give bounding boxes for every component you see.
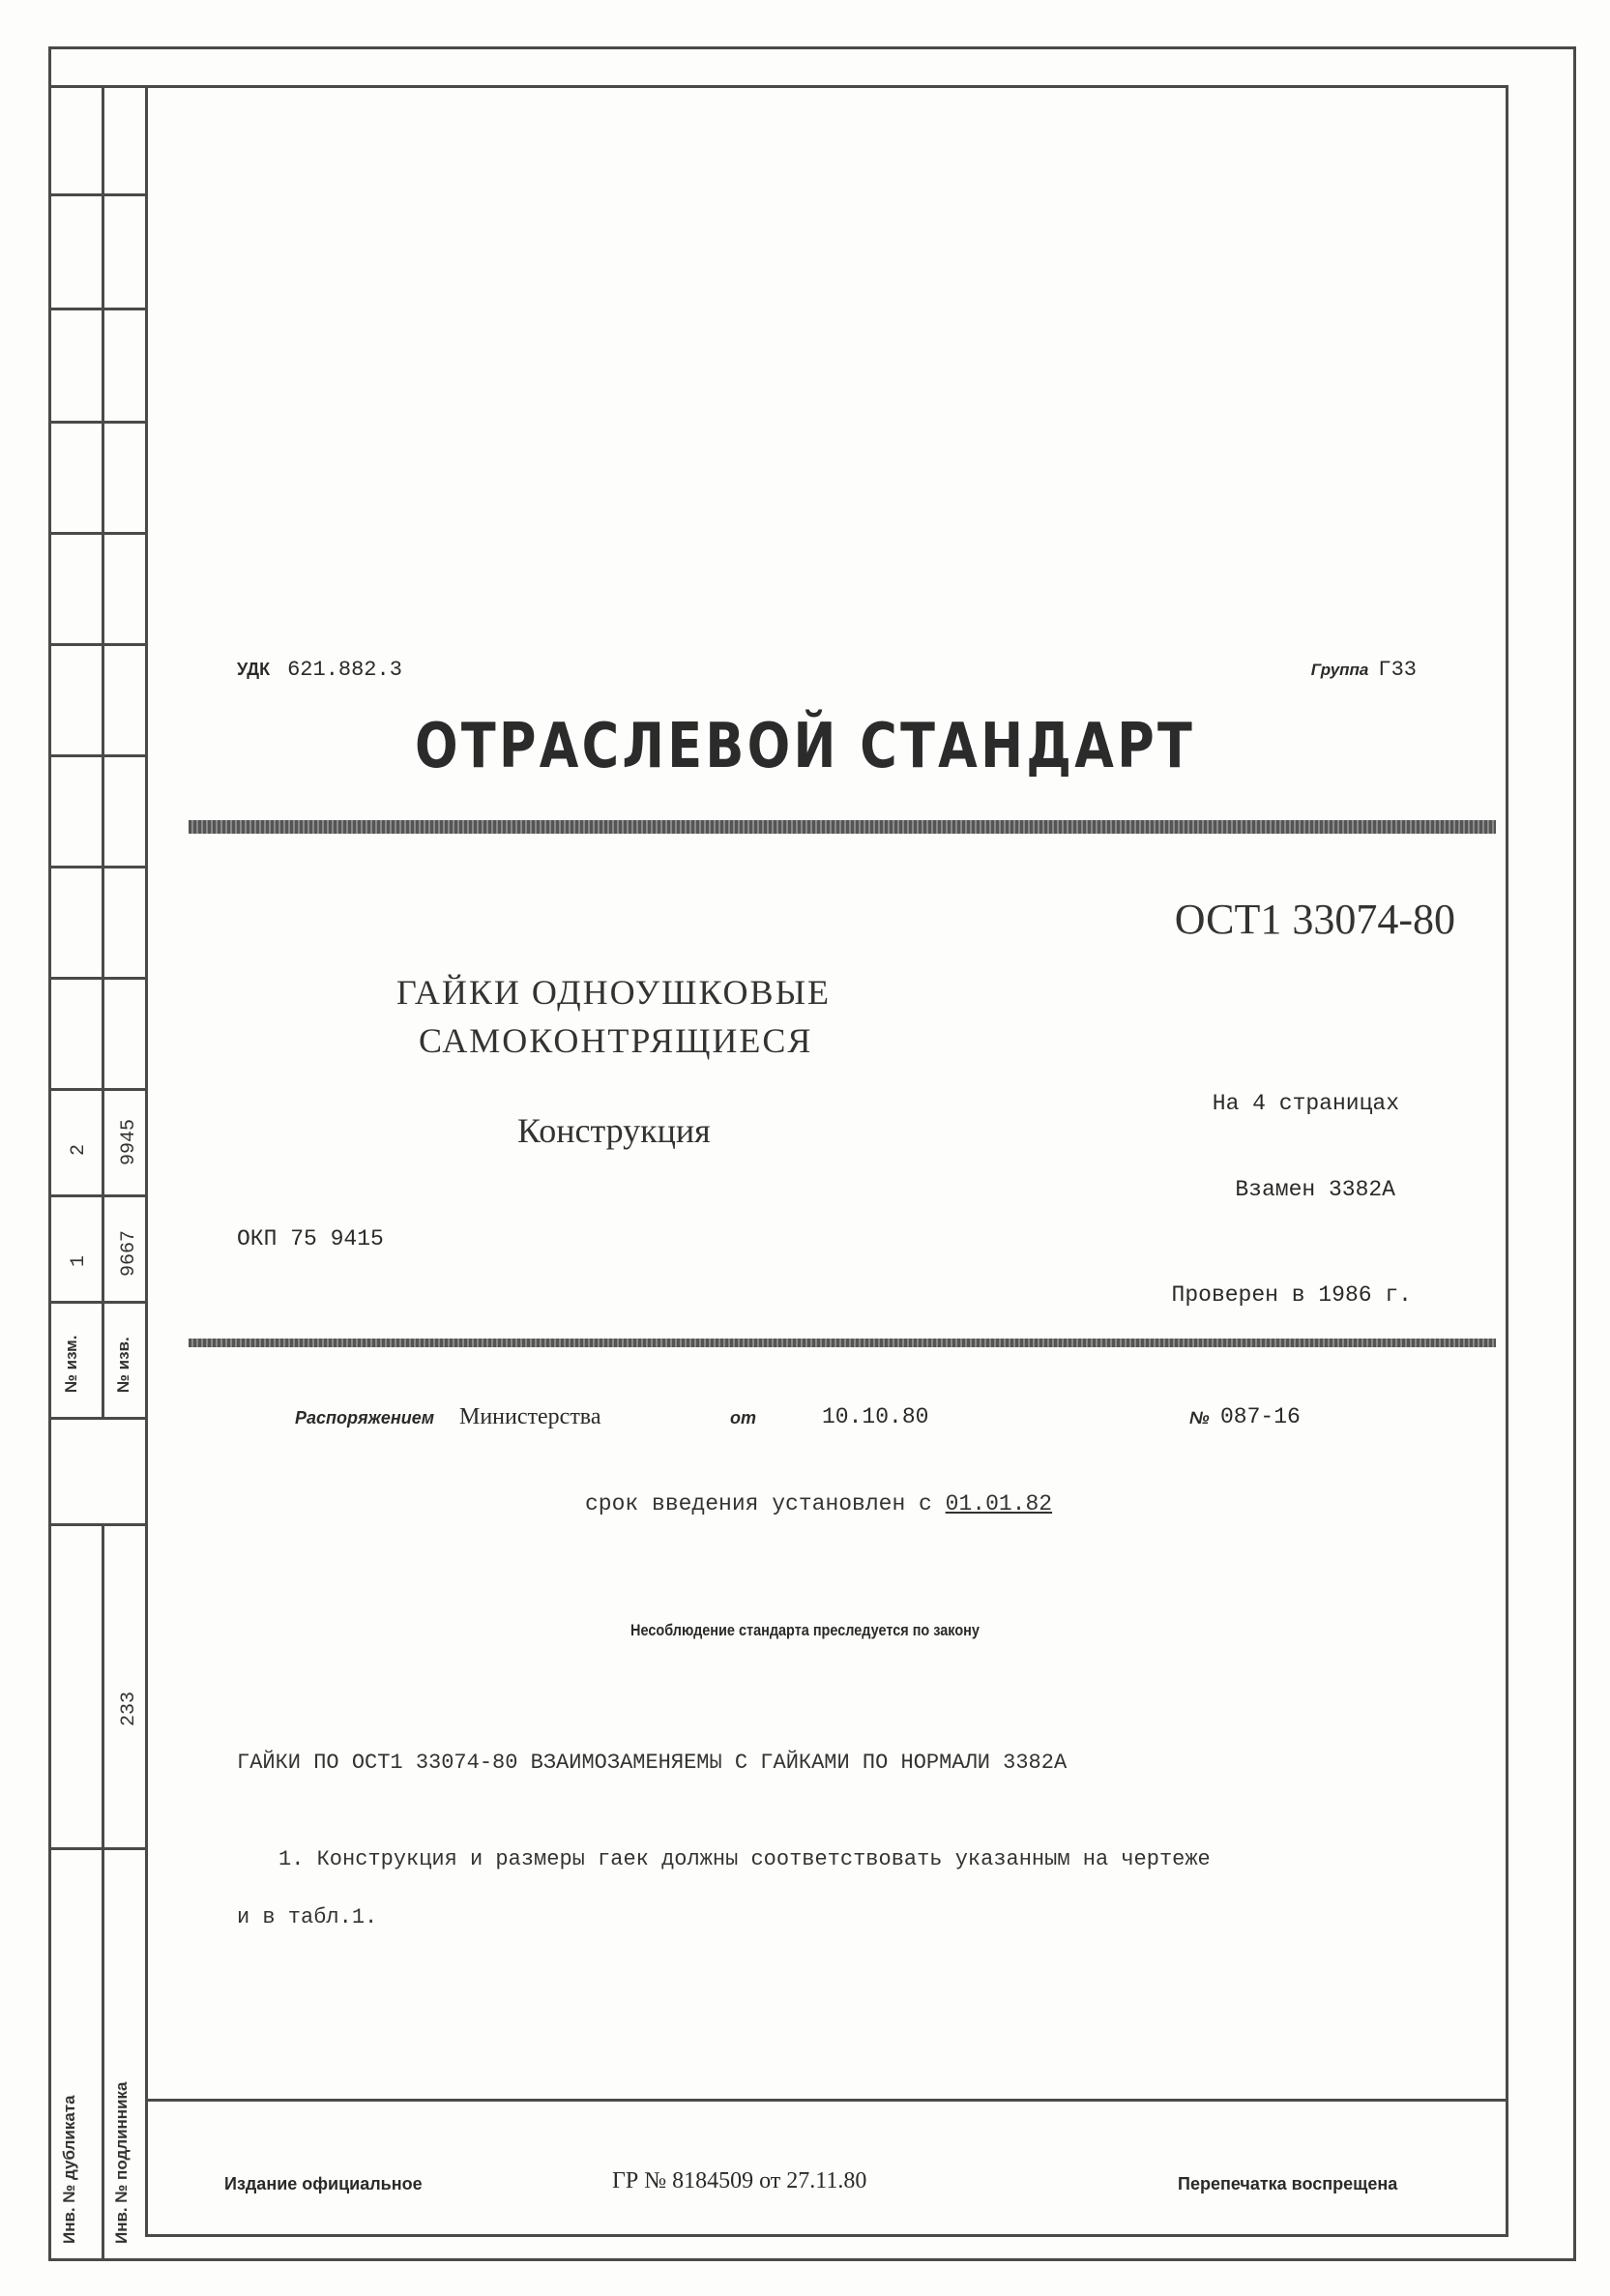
paragraph-1-line-2: и в табл.1.: [237, 1905, 378, 1929]
info-divider: [189, 1339, 1496, 1347]
standard-subtitle: Конструкция: [517, 1111, 711, 1150]
decree-label: Распоряжением: [295, 1408, 435, 1428]
decree-date: 10.10.80: [822, 1404, 929, 1429]
term-line: срок введения установлен с 01.01.82: [585, 1491, 1053, 1516]
paragraph-1-line-1: 1. Конструкция и размеры гаек должны соответствовать указанным на чертеже: [278, 1847, 1211, 1871]
notice-number-1: 9667: [118, 1229, 140, 1277]
decree-number-label: №: [1189, 1408, 1210, 1428]
page-count: На 4 страницах: [1212, 1091, 1399, 1116]
title-divider: [189, 820, 1496, 834]
footer-divider: [145, 2099, 1508, 2102]
replaces: Взамен 3382А: [1235, 1177, 1395, 1202]
decree-number: 087-16: [1220, 1404, 1301, 1429]
decree-from-label: от: [730, 1408, 756, 1428]
change-number-1: 1: [68, 1254, 90, 1267]
duplicate-inventory-label: Инв. № дубликата: [60, 2095, 78, 2244]
registration-number: 233: [118, 1691, 140, 1726]
change-number-2: 2: [68, 1143, 90, 1156]
standard-name-line1: ГАЙКИ ОДНОУШКОВЫЕ: [396, 973, 831, 1012]
decree-body: Министерства: [459, 1404, 601, 1429]
interchange-note: ГАЙКИ ПО ОСТ1 33074-80 ВЗАИМОЗАМЕНЯЕМЫ С ГАЙКАМИ ПО НОРМАЛИ 3382А: [237, 1751, 1068, 1775]
notice-number-2: 9945: [118, 1118, 140, 1165]
notice-number-label: № изв.: [114, 1337, 132, 1393]
official-edition: Издание официальное: [224, 2174, 423, 2193]
udk: УДК 621.882.3: [237, 658, 402, 682]
registration-info: ГР № 8184509 от 27.11.80: [612, 2168, 867, 2193]
page-title: ОТРАСЛЕВОЙ СТАНДАРТ: [414, 711, 1196, 782]
reprint-prohibited: Перепечатка воспрещена: [1178, 2174, 1398, 2193]
change-number-label: № изм.: [62, 1335, 80, 1393]
okp-code: ОКП 75 9415: [237, 1226, 384, 1251]
group: Группа Г33: [1310, 658, 1417, 682]
standard-code: ОСТ1 33074-80: [1174, 896, 1455, 943]
standard-name-line2: САМОКОНТРЯЩИЕСЯ: [419, 1021, 813, 1060]
original-inventory-label: Инв. № подлинника: [112, 2081, 131, 2244]
checked-year: Проверен в 1986 г.: [1171, 1282, 1412, 1308]
legal-warning: Несоблюдение стандарта преследуется по закону: [630, 1621, 980, 1639]
